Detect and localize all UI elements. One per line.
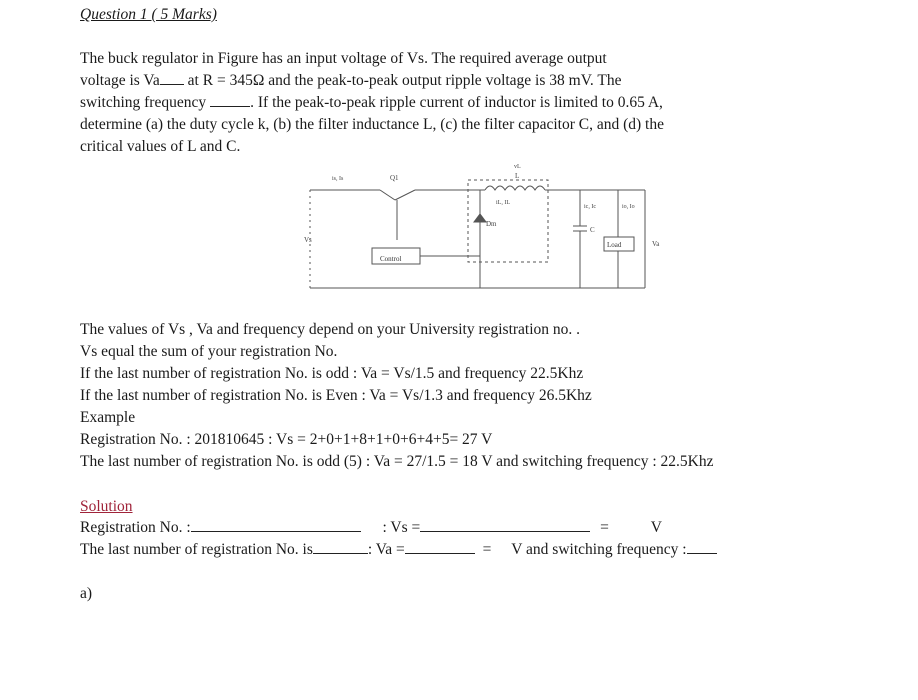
registration-blank[interactable] bbox=[191, 519, 361, 532]
vl-label: vL bbox=[514, 164, 521, 170]
problem-line-2 bbox=[80, 72, 621, 90]
problem-line-5: critical values of L and C. bbox=[80, 138, 241, 155]
vs-label: Vs bbox=[304, 236, 312, 244]
diode-dm bbox=[474, 214, 486, 222]
info-line-7: The last number of registration No. is odd (5) : Va = 27/1.5 = 18 V and switching frequency : 22.5Khz bbox=[80, 453, 714, 470]
info-line-1: The values of Vs , Va and frequency depend on your University registration no. . bbox=[80, 321, 581, 338]
part-a-label: a) bbox=[80, 585, 93, 602]
problem-line-2-end: at R = 345Ω and the peak-to-peak output ripple voltage is 38 mV. The bbox=[183, 72, 622, 89]
info-line-4: If the last number of registration No. is Even : Va = Vs/1.3 and frequency 26.5Khz bbox=[80, 387, 592, 404]
ic-label: ic, Ic bbox=[584, 204, 596, 210]
info-line-5: Example bbox=[80, 409, 136, 426]
il-label: iL, IL bbox=[496, 200, 510, 206]
info-line-6: Registration No. : 201810645 : Vs = 2+0+1+8+1+0+6+4+5= 27 V bbox=[80, 431, 493, 448]
last-number-blank[interactable] bbox=[313, 541, 368, 554]
io-label: io, Io bbox=[622, 204, 635, 210]
info-line-2: Vs equal the sum of your registration No. bbox=[80, 343, 338, 360]
frequency-blank bbox=[210, 94, 250, 107]
is-label: is, Is bbox=[332, 176, 344, 182]
frequency-blank-input[interactable] bbox=[687, 541, 717, 554]
registration-label: Registration No. : bbox=[80, 519, 191, 536]
problem-line-4: determine (a) the duty cycle k, (b) the filter inductance L, (c) the filter capacitor C, and (d) the bbox=[80, 116, 664, 133]
equals-sign: = bbox=[600, 519, 609, 536]
inductor-coil bbox=[485, 186, 545, 190]
solution-registration-row bbox=[80, 519, 662, 537]
vs-eq-label: : Vs = bbox=[382, 519, 421, 536]
solution-last-number-row bbox=[80, 541, 717, 559]
va-blank bbox=[160, 72, 184, 85]
problem-line-3 bbox=[80, 94, 663, 112]
c-label: C bbox=[590, 226, 595, 234]
solution-title: Solution bbox=[80, 498, 133, 515]
problem-line-1: The buck regulator in Figure has an input voltage of Vs. The required average output bbox=[80, 50, 607, 67]
problem-line-3-end: . If the peak-to-peak ripple current of inductor is limited to 0.65 A, bbox=[250, 94, 663, 111]
q1-label: Q1 bbox=[390, 174, 399, 182]
question-heading: Question 1 ( 5 Marks) bbox=[80, 6, 217, 23]
va-eq-label: : Va = bbox=[367, 541, 405, 558]
dm-label: Dm bbox=[486, 220, 497, 228]
switching-frequency-label: V and switching frequency : bbox=[511, 541, 687, 558]
vs-blank[interactable] bbox=[420, 519, 590, 532]
info-line-3: If the last number of registration No. is odd : Va = Vs/1.5 and frequency 22.5Khz bbox=[80, 365, 584, 382]
switch-q1 bbox=[380, 190, 395, 200]
v-unit: V bbox=[650, 519, 662, 536]
problem-line-3-start: switching frequency bbox=[80, 94, 207, 111]
l-label: L bbox=[515, 172, 520, 180]
va-label: Va bbox=[652, 240, 660, 248]
va-blank-input[interactable] bbox=[405, 541, 475, 554]
control-label: Control bbox=[380, 255, 402, 263]
last-number-label: The last number of registration No. is bbox=[80, 541, 313, 558]
equals-sign-2: = bbox=[482, 541, 492, 558]
problem-line-2-start: voltage is Va bbox=[80, 72, 160, 89]
buck-regulator-figure bbox=[300, 160, 680, 300]
load-label: Load bbox=[607, 241, 622, 249]
